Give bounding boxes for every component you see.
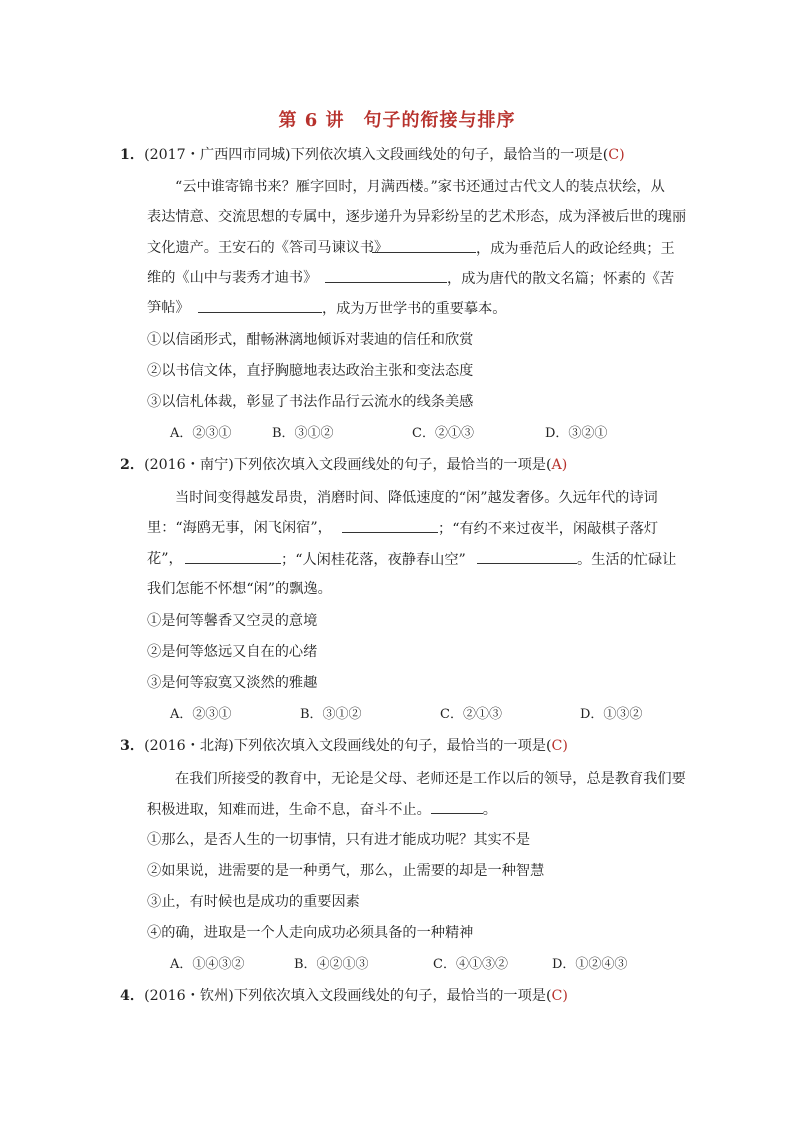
option-b[interactable]: B．④②①③ bbox=[294, 957, 369, 972]
passage-text: ；“有约不来过夜半，闲敲棋子落灯 bbox=[438, 521, 659, 537]
answer-close: ) bbox=[561, 457, 568, 473]
answer-close: ) bbox=[562, 738, 568, 754]
passage-line: 当时间变得越发昂贵，消磨时间、降低速度的“闲”越发奢侈。久远年代的诗词 bbox=[175, 490, 658, 506]
question-number: 2． bbox=[120, 457, 145, 473]
passage-line: “云中谁寄锦书来？雁字回时，月满西楼。”家书还通过古代文人的装点状绘，从 bbox=[175, 179, 665, 195]
question-2-header bbox=[120, 455, 567, 475]
question-stem: 下列依次填入文段画线处的句子，最恰当的一项是( bbox=[233, 988, 552, 1004]
question-1-header bbox=[120, 145, 625, 165]
choice-item: ①以信函形式，酣畅淋漓地倾诉对裴迪的信任和欣赏 bbox=[147, 332, 474, 348]
question-source: (2016・南宁) bbox=[144, 457, 234, 473]
option-b[interactable]: B．③①② bbox=[300, 707, 362, 722]
passage-text: ，成为万世学书的重要摹本。 bbox=[322, 301, 507, 317]
choice-item: ④的确，进取是一个人走向成功必须具备的一种精神 bbox=[147, 925, 474, 941]
option-c[interactable]: C．②①③ bbox=[440, 707, 502, 722]
question-stem: 下列依次填入文段画线处的句子，最恰当的一项是( bbox=[233, 457, 552, 473]
choice-item: ②如果说，进需要的是一种勇气，那么，止需要的却是一种智慧 bbox=[147, 863, 545, 879]
fill-blank[interactable] bbox=[342, 518, 438, 533]
passage-line: 里：“海鸥无事，闲飞闲宿”， bbox=[147, 520, 332, 536]
option-d[interactable]: D．①③② bbox=[580, 707, 643, 722]
fill-blank[interactable] bbox=[372, 238, 476, 253]
passage-line: 维的《山中与裴秀才迪书》 bbox=[147, 270, 318, 286]
answer-key: C bbox=[608, 147, 620, 163]
passage-text: ，成为唐代的散文名篇；怀素的《苦 bbox=[447, 271, 675, 287]
passage-text: 。生活的忙碌让 bbox=[577, 552, 677, 568]
passage-line bbox=[477, 549, 676, 570]
question-source: (2016・北海) bbox=[144, 738, 234, 754]
passage-line bbox=[372, 238, 675, 259]
option-a[interactable]: A．②③① bbox=[170, 707, 232, 722]
fill-blank[interactable] bbox=[185, 549, 281, 564]
choice-item: ③是何等寂寞又淡然的雅趣 bbox=[147, 675, 318, 691]
fill-blank[interactable] bbox=[477, 549, 577, 564]
fill-blank[interactable] bbox=[198, 298, 322, 313]
page-title: 第 6 讲 句子的衔接与排序 bbox=[278, 110, 516, 131]
passage-line bbox=[147, 799, 497, 820]
choice-item: ①是何等馨香又空灵的意境 bbox=[147, 613, 318, 629]
answer-key: A bbox=[551, 457, 562, 473]
question-source: (2017・广西四市同城) bbox=[144, 147, 291, 163]
passage-text: ，成为垂范后人的政论经典；王 bbox=[476, 241, 675, 257]
passage-line: 我们怎能不怀想“闲”的飘逸。 bbox=[147, 581, 332, 597]
passage-line bbox=[342, 518, 658, 539]
passage-line: 表达情意、交流思想的专属中，逐步递升为异彩纷呈的艺术形态，成为泽被后世的瑰丽 bbox=[147, 209, 687, 225]
option-a[interactable]: A．②③① bbox=[170, 426, 232, 441]
question-3-header bbox=[120, 736, 568, 756]
option-b[interactable]: B．③①② bbox=[272, 426, 334, 441]
option-a[interactable]: A．①④③② bbox=[170, 957, 245, 972]
passage-line bbox=[325, 268, 674, 289]
answer-key: C bbox=[551, 988, 563, 1004]
passage-line bbox=[198, 298, 506, 319]
fill-blank[interactable] bbox=[431, 799, 483, 814]
question-stem: 下列依次填入文段画线处的句子，最恰当的一项是( bbox=[290, 147, 609, 163]
passage-text: ；“人闲桂花落，夜静春山空” bbox=[281, 552, 466, 568]
choice-item: ③止，有时候也是成功的重要因素 bbox=[147, 894, 360, 910]
question-number: 4． bbox=[120, 988, 145, 1004]
option-d[interactable]: D．①②④③ bbox=[552, 957, 628, 972]
choice-item: ①那么，是否人生的一切事情，只有进才能成功呢？其实不是 bbox=[147, 832, 531, 848]
choice-item: ③以信札体裁，彰显了书法作品行云流水的线条美感 bbox=[147, 394, 474, 410]
passage-line: 花”， bbox=[147, 551, 183, 567]
question-4-header bbox=[120, 986, 568, 1006]
option-d[interactable]: D．③②① bbox=[545, 426, 608, 441]
choice-item: ②是何等悠远又自在的心绪 bbox=[147, 644, 318, 660]
passage-text: 。 bbox=[482, 802, 497, 818]
option-c[interactable]: C．②①③ bbox=[412, 426, 474, 441]
question-stem: 下列依次填入文段画线处的句子，最恰当的一项是( bbox=[233, 738, 552, 754]
choice-item: ②以书信文体，直抒胸臆地表达政治主张和变法态度 bbox=[147, 363, 474, 379]
passage-line bbox=[185, 549, 466, 570]
passage-text: 积极进取，知难而进，生命不息，奋斗不止。 bbox=[147, 802, 431, 818]
answer-close: ) bbox=[619, 147, 625, 163]
option-c[interactable]: C．④①③② bbox=[433, 957, 508, 972]
question-source: (2016・钦州) bbox=[144, 988, 234, 1004]
answer-key: C bbox=[551, 738, 563, 754]
fill-blank[interactable] bbox=[325, 268, 447, 283]
question-number: 1． bbox=[120, 147, 145, 163]
question-number: 3． bbox=[120, 738, 145, 754]
passage-line: 笋帖》 bbox=[147, 300, 190, 316]
passage-line: 文化遗产。王安石的《答司马谏议书》 bbox=[147, 240, 389, 256]
passage-line: 在我们所接受的教育中，无论是父母、老师还是工作以后的领导，总是教育我们要 bbox=[175, 771, 686, 787]
answer-close: ) bbox=[562, 988, 568, 1004]
